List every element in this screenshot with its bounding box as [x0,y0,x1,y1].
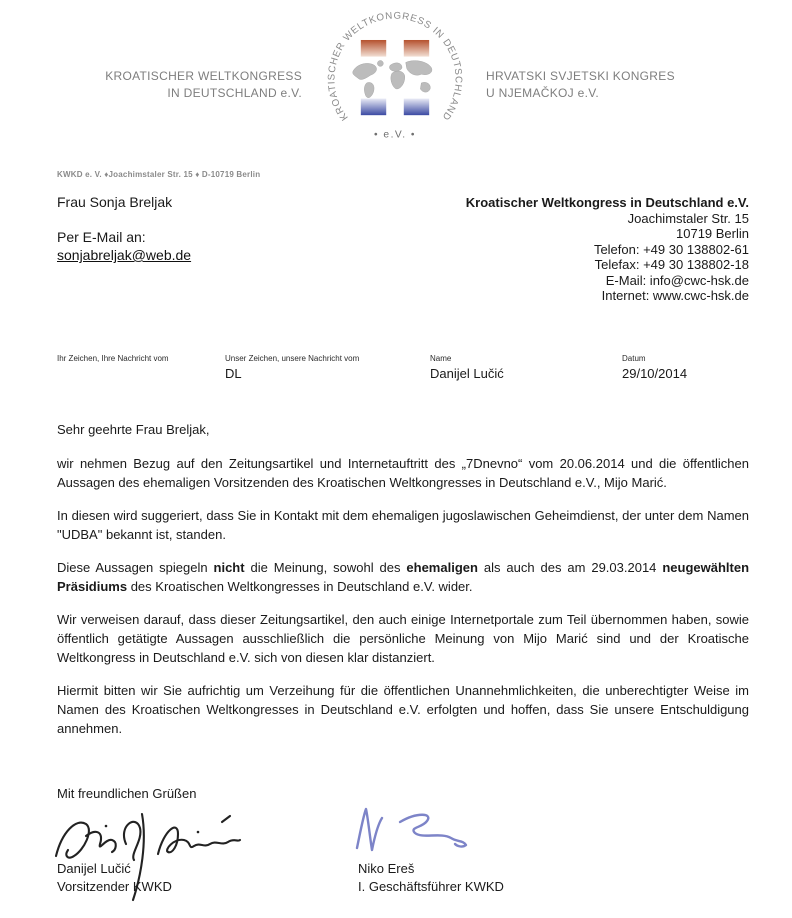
body-paragraph-5: Hiermit bitten wir Sie aufrichtig um Verzeihung für die öffentlichen Unannehmlichkeiten, die unberechtigter Weise im Namen des Kroatischen Weltkongresses in Deutschland e.V. erfolgten und hoffen, dass Sie unsere Entschuldigung annehmen. [57,683,749,736]
logo-ring-text: KROATISCHER WELTKONGRESS IN DEUTSCHLAND [326,10,464,123]
org-name-german-line1: KROATISCHER WELTKONGRESS [105,69,302,83]
org-name-croatian [486,68,675,102]
recipient-email-link[interactable]: sonjabreljak@web.de [57,247,192,263]
reference-our-ref-value: DL [225,366,242,381]
reference-date [622,354,687,381]
org-name-german [105,68,302,102]
reference-date-value: 29/10/2014 [622,366,688,381]
org-email: E-Mail: info@cwc-hsk.de [605,272,749,288]
recipient-delivery-method: Per E-Mail an: [57,229,146,245]
reference-name [430,354,504,381]
signature-niko-eres-image [345,804,500,860]
closing-phrase: Mit freundlichen Grüßen [57,786,197,801]
reference-our-ref [225,354,359,381]
org-name-croatian-line2: U NJEMAČKOJ e.V. [486,86,600,100]
org-address-block [466,195,749,304]
recipient-name: Frau Sonja Breljak [57,194,173,210]
signer-right [358,860,504,896]
reference-your-ref [57,354,169,381]
logo-world-map [353,60,432,97]
reference-name-label: Name [430,354,452,363]
org-phone: Telefon: +49 30 138802-61 [593,241,749,257]
reference-your-ref-value [57,366,169,381]
org-address-street: Joachimstaler Str. 15 [627,210,749,226]
reference-our-ref-label: Unser Zeichen, unsere Nachricht vom [225,354,360,363]
org-name-german-line2: IN DEUTSCHLAND e.V. [167,86,302,100]
reference-your-ref-label: Ihr Zeichen, Ihre Nachricht vom [57,354,169,363]
org-name-croatian-line1: HRVATSKI SVJETSKI KONGRES [486,69,675,83]
org-website: Internet: www.cwc-hsk.de [601,288,749,303]
sender-return-address: KWKD e. V. ♦Joachimstaler Str. 15 ♦ D-10719 Berlin [57,170,261,179]
reference-date-label: Datum [622,354,646,363]
body-paragraph-2: In diesen wird suggeriert, dass Sie in Kontakt mit dem ehemaligen jugoslawischen Geheimdienst, der unter dem Namen "UDBA" bekannt ist, standen. [57,508,749,542]
salutation: Sehr geehrte Frau Breljak, [57,422,210,437]
kwkd-logo [312,6,478,156]
signer-left-title: Vorsitzender KWKD [57,879,172,894]
letter-body [57,420,749,752]
reference-name-value: Danijel Lučić [430,366,504,381]
signer-right-name: Niko Ereš [358,861,415,876]
body-paragraph-4: Wir verweisen darauf, dass dieser Zeitungsartikel, den auch einige Internetportale zum Teil übernommen haben, sowie öffentlich getätigte Aussagen ausschließlich die persönliche Meinung von Mijo Marić sind und der Kroatische Weltkongress in Deutschland e.V. sich von diesen klar distanziert. [57,612,749,665]
org-address-city: 10719 Berlin [676,226,749,241]
org-address-title: Kroatischer Weltkongress in Deutschland e.V. [465,195,749,210]
org-fax: Telefax: +49 30 138802-18 [594,257,749,272]
logo-ev-text: • e.V. • [374,129,416,141]
signer-left-name: Danijel Lučić [57,861,131,876]
signer-right-title: I. Geschäftsführer KWKD [358,879,504,894]
signer-left [57,860,172,896]
body-paragraph-1: wir nehmen Bezug auf den Zeitungsartikel und Internetauftritt des „7Dnevno“ vom 20.06.2014 und die öffentlichen Aussagen des ehemaligen Vorsitzenden des Kroatischen Weltkongresses in Deutschland e.V., Mijo Marić. [57,456,749,490]
body-paragraph-3: Diese Aussagen spiegeln nicht die Meinung, sowohl des ehemaligen als auch des am 29.03.2014 neugewählten Präsidiums des Kroatischen Weltkongresses in Deutschland e.V. wider. [57,560,750,594]
